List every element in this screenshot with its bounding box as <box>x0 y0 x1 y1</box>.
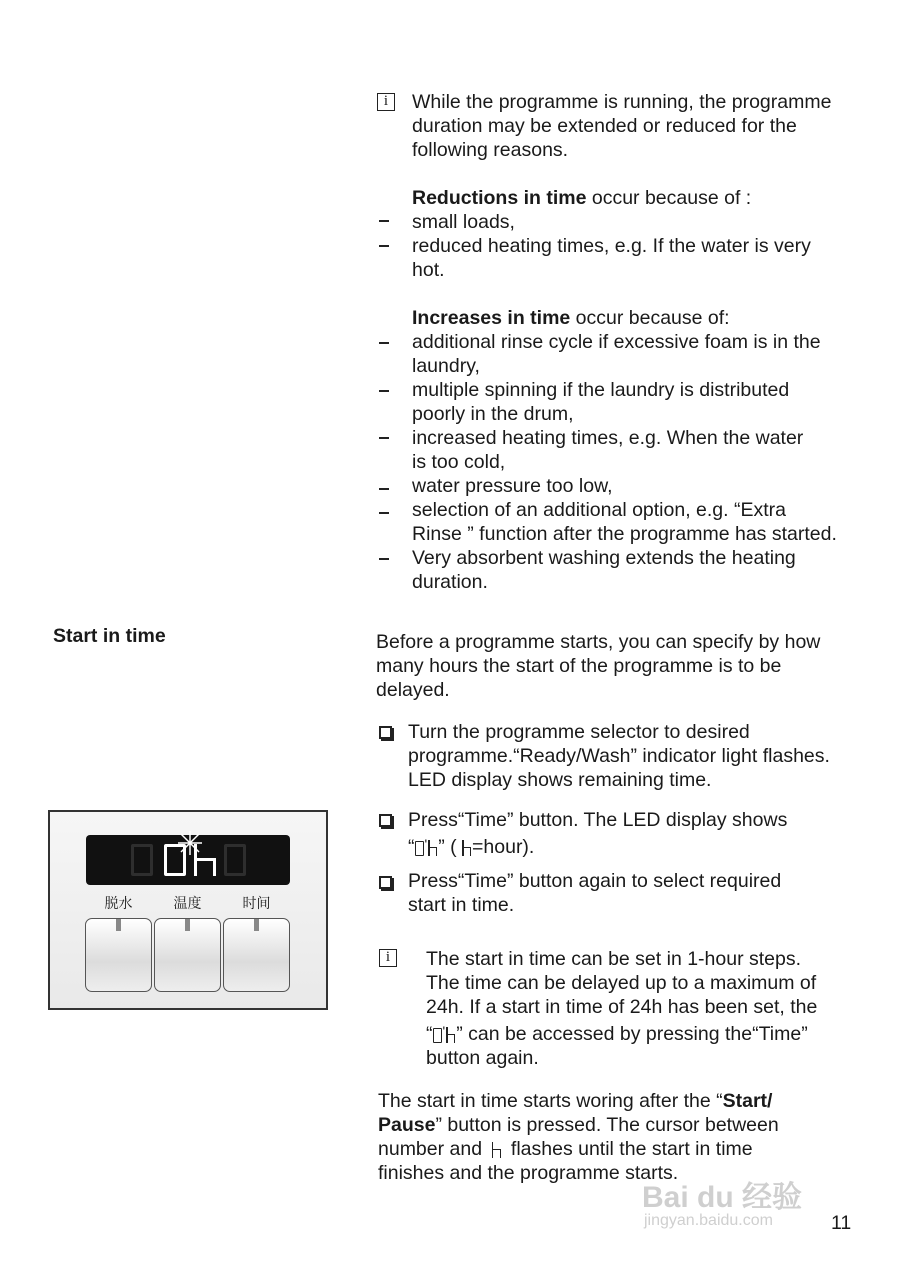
step-3: Press“Time” button again to select required start in time. <box>408 870 782 916</box>
dash-bullet <box>379 390 389 392</box>
note2-paragraph: The start in time can be set in 1-hour steps. The time can be delayed up to a maximum of 24h. If a start in time of 24h has been set, the “ ' ” can be accessed by pressing the“Time” button again. <box>426 948 818 1069</box>
led-digit-unlit <box>131 844 153 876</box>
temperature-button[interactable] <box>154 918 221 992</box>
list-item: water pressure too low, <box>412 475 613 497</box>
step-2: Press“Time” button. The LED display shows “ ' ” ( =hour). <box>408 809 788 858</box>
reductions-heading-line: Reductions in time occur because of : <box>412 187 752 209</box>
checkbox-bullet-icon <box>379 814 392 827</box>
step-1: Turn the programme selector to desired programme.“Ready/Wash” indicator light flashes. LED display shows remaining time. <box>408 721 830 791</box>
list-item: selection of an additional option, e.g. “Extra <box>412 499 786 521</box>
time-button-label: 时间 <box>242 895 271 911</box>
list-item: increased heating times, e.g. When the water <box>412 427 804 449</box>
watermark-url: jingyan.baidu.com <box>644 1212 773 1229</box>
list-item: multiple spinning if the laundry is distributed <box>412 379 790 401</box>
list-item-continuation: duration. <box>412 571 488 593</box>
watermark-brand: Bai du 经验 <box>642 1181 803 1214</box>
list-item: additional rinse cycle if excessive foam is in the <box>412 331 821 353</box>
list-item: reduced heating times, e.g. If the water is very <box>412 235 811 257</box>
increases-heading-line: Increases in time occur because of: <box>412 307 730 329</box>
led-digit-unlit <box>224 844 246 876</box>
section-title: Start in time <box>53 625 166 647</box>
page-number: 11 <box>831 1212 852 1234</box>
dash-bullet <box>379 220 389 222</box>
info-icon: i <box>377 93 395 111</box>
segment-h-icon <box>428 840 438 856</box>
list-item-continuation: laundry, <box>412 355 480 377</box>
list-item-continuation: hot. <box>412 259 445 281</box>
time-button[interactable] <box>223 918 290 992</box>
segment-h-icon <box>446 1027 456 1043</box>
segment-zero-icon <box>433 1028 442 1043</box>
dash-bullet <box>379 437 389 439</box>
led-digit-h <box>194 844 216 876</box>
list-item-continuation: Rinse ” function after the programme has started. <box>412 523 837 545</box>
list-item: Very absorbent washing extends the heating <box>412 547 796 569</box>
spin-button-label: 脱水 <box>104 895 133 911</box>
checkbox-bullet-icon <box>379 876 392 889</box>
note1-paragraph: While the programme is running, the programme duration may be extended or reduced for the following reasons. <box>412 91 832 161</box>
segment-h-icon <box>462 840 472 856</box>
dash-bullet <box>379 245 389 247</box>
temperature-button-label: 温度 <box>173 895 202 911</box>
dash-bullet <box>379 342 389 344</box>
segment-zero-icon <box>415 841 424 856</box>
dash-bullet <box>379 558 389 560</box>
section-intro: Before a programme starts, you can specify by how many hours the start of the programme is to be delayed. <box>376 631 821 701</box>
led-display <box>86 835 290 885</box>
info-icon: i <box>379 949 397 967</box>
dash-bullet <box>379 512 389 514</box>
list-item: small loads, <box>412 211 515 233</box>
dash-bullet <box>379 488 389 490</box>
spin-button[interactable] <box>85 918 152 992</box>
list-item-continuation: is too cold, <box>412 451 506 473</box>
checkbox-bullet-icon <box>379 726 392 739</box>
closing-paragraph: The start in time starts woring after the “Start/ Pause” button is pressed. The cursor between number and flashes until the start in time finishes and the programme starts. <box>378 1090 779 1184</box>
segment-h-icon <box>492 1142 502 1158</box>
list-item-continuation: poorly in the drum, <box>412 403 574 425</box>
